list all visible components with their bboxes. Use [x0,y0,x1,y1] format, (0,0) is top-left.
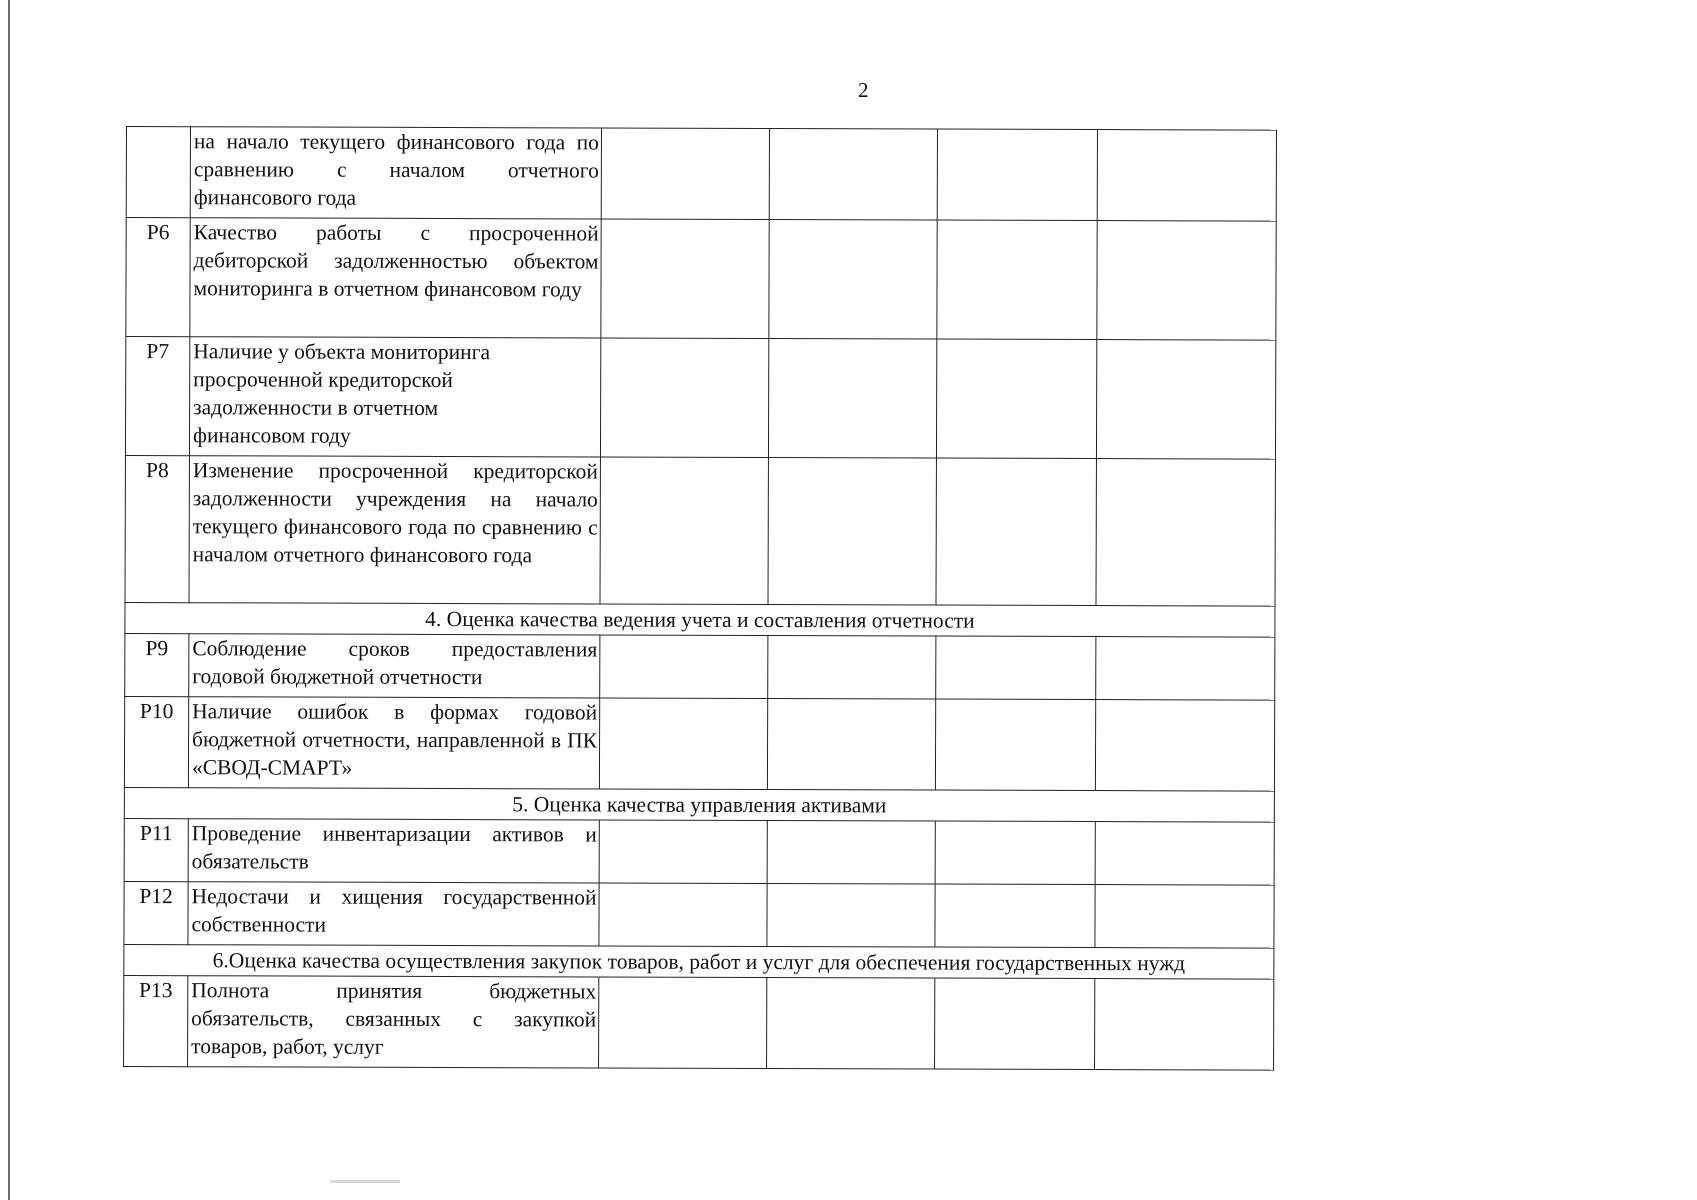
row-code: P13 [124,975,188,1066]
row-description: Наличие ошибок в формах годовой бюджетной отчетности, направленной в ПК «СВОД-СМАРТ» [188,697,599,789]
row-description: Недостачи и хищения государственной собственности [188,882,599,946]
row-description: Проведение инвентаризации активов и обязательств [188,819,599,883]
section-row-6 [124,944,1274,979]
section-row-4 [125,602,1275,637]
value-cell [601,128,769,220]
row-description: на начало текущего финансового года по сравнению с началом отчетного финансового года [190,127,601,219]
section-heading-4: 4. Оценка качества ведения учета и составления отчетности [125,602,1275,637]
section-heading-5: 5. Оценка качества управления активами [124,787,1274,822]
value-cell [937,220,1097,340]
value-cell [1096,637,1275,701]
value-cell [1097,221,1276,341]
row-description: Наличие у объекта мониторинга просроченной кредиторской задолженности в отчетном финансовом году [189,337,600,457]
scan-artifact-mark [330,1180,400,1183]
table-row-p11 [124,818,1274,885]
table-row-p7 [125,337,1275,460]
value-cell [600,635,768,699]
value-cell [599,883,767,947]
value-cell [937,129,1097,221]
table-row-p13 [124,975,1274,1070]
value-cell [767,821,935,885]
table-row-p9 [125,633,1275,700]
value-cell [769,129,937,221]
value-cell [1095,979,1274,1071]
value-cell [935,821,1095,885]
table-row-p10 [124,696,1274,791]
value-cell [1095,822,1274,886]
value-cell [767,699,935,791]
value-cell [599,977,767,1069]
value-cell [935,978,1095,1070]
section-row-5 [124,787,1274,822]
value-cell [599,698,767,790]
value-cell [600,457,768,605]
value-cell [769,220,937,340]
value-cell [1097,130,1276,222]
value-cell [1096,340,1275,460]
row-code [126,127,190,218]
value-cell [936,339,1096,459]
value-cell [768,339,936,459]
row-code: P7 [125,337,189,456]
scan-edge-line [8,0,10,1200]
value-cell [1095,700,1274,792]
value-cell [599,820,767,884]
value-cell [767,978,935,1070]
value-cell [768,636,936,700]
assessment-table [123,126,1277,1071]
row-code: P12 [124,881,188,944]
row-code: P8 [125,455,189,602]
value-cell [1096,459,1275,607]
value-cell [768,458,936,606]
section-heading-6: 6.Оценка качества осуществления закупок товаров, работ и услуг для обеспечения государственных нужд [124,944,1274,979]
table-row-continuation [126,127,1276,222]
table-row-p6 [126,218,1276,341]
row-description: Соблюдение сроков предоставления годовой бюджетной отчетности [189,634,600,698]
value-cell [600,338,768,458]
value-cell [936,458,1096,606]
table-row-p8 [125,455,1275,606]
row-description: Качество работы с просроченной дебиторской задолженностью объектом мониторинга в отчетном финансовом году [190,218,601,338]
table-row-p12 [124,881,1274,948]
row-description: Полнота принятия бюджетных обязательств, связанных с закупкой товаров, работ, услуг [188,976,599,1068]
value-cell [935,699,1095,791]
value-cell [601,219,769,339]
row-code: P6 [126,218,190,337]
value-cell [935,884,1095,948]
value-cell [1095,885,1274,949]
page-number: 2 [858,78,869,102]
value-cell [767,884,935,948]
value-cell [936,636,1096,700]
row-code: P10 [124,696,188,787]
row-code: P9 [125,633,189,696]
row-code: P11 [124,818,188,881]
row-description: Изменение просроченной кредиторской задолженности учреждения на начало текущего финансового года по сравнению с началом отчетного финансового года [189,456,600,604]
